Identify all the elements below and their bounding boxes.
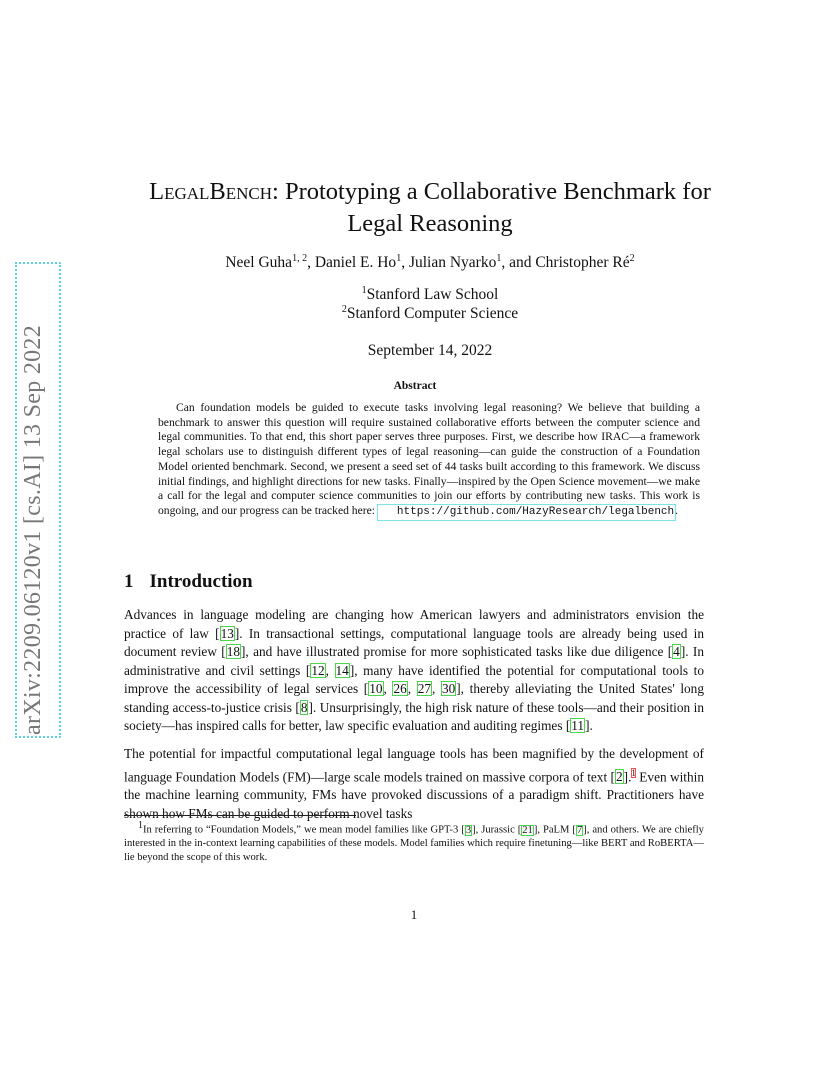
- section-title: Introduction: [149, 571, 253, 592]
- repo-link[interactable]: https://github.com/HazyResearch/legalbench: [378, 505, 675, 520]
- intro-paragraph-2: [124, 745, 704, 823]
- citation-link[interactable]: 10: [369, 681, 383, 696]
- footnote-divider: [124, 815, 356, 816]
- footnote-text: ], PaLM [: [533, 824, 576, 836]
- page-number: 1: [410, 907, 418, 922]
- author-name: , Julian Nyarko: [401, 254, 497, 272]
- paragraph-text: ,: [325, 662, 335, 678]
- citation-link[interactable]: 7: [576, 824, 583, 836]
- author-name: , Daniel E. Ho: [307, 254, 397, 272]
- paragraph-text: ], and have illustrated promise for more sophisticated tasks like due diligence [: [241, 644, 673, 659]
- citation-link[interactable]: 21: [522, 824, 533, 836]
- citation-link[interactable]: 3: [465, 824, 472, 836]
- citation-link[interactable]: 2: [615, 768, 623, 784]
- paragraph-text: ], many have identified the potential for computational tools to improve the accessibility of legal services [: [124, 662, 705, 696]
- author-affil-sup: 1, 2: [292, 253, 308, 264]
- citation-link[interactable]: 26: [393, 681, 407, 696]
- footnote: [124, 819, 704, 864]
- affiliation: [110, 304, 750, 323]
- author-list: [110, 253, 750, 272]
- paragraph-text: ,: [407, 681, 417, 696]
- citation-link[interactable]: 8: [300, 699, 308, 715]
- author-name: , and Christopher Ré: [501, 254, 630, 272]
- abstract-text: Can foundation models be guided to execute tasks involving legal reasoning? We believe that building a benchmark to answer this question will require sustained collaborative efforts between the computer science and legal communities. To that end, this short paper serves three purposes. First, we describe how IRAC—a framework legal scholars use to distinguish different types of legal reasoning—can guide the construction of a Foundation Model oriented benchmark. Second, we present a seed set of 44 tasks built according to this framework. We discuss initial findings, and highlight directions for new tasks. Finally—inspired by the Open Science movement—we make a call for the legal and computer science communities to join our efforts by contributing new tasks. This work is ongoing, and our progress can be tracked here:: [158, 401, 700, 517]
- paragraph-text: ,: [383, 681, 393, 696]
- paper-date: September 14, 2022: [367, 342, 493, 359]
- author-affil-sup: 1: [396, 253, 402, 264]
- author-name: Neel Guha: [225, 254, 293, 272]
- paragraph-text: Advances in language modeling are changing how American lawyers and administrators envision the practice of law [: [124, 607, 704, 641]
- title-benchmark-name: LegalBench: [149, 178, 273, 205]
- intro-paragraph-1: [124, 606, 704, 736]
- arxiv-stamp-text[interactable]: arXiv:2209.06120v1 [cs.AI] 13 Sep 2022: [20, 324, 46, 735]
- affiliation-name: Stanford Law School: [366, 286, 499, 304]
- paper-title: [110, 176, 750, 240]
- author-affil-sup: 2: [629, 253, 635, 264]
- abstract-heading: Abstract: [393, 380, 437, 392]
- paragraph-text: Even within the machine learning community, FMs have provoked discussions of a paradigm shift. Practitioners have shown how FMs can be guided to perform novel tasks: [124, 768, 704, 821]
- citation-link[interactable]: 4: [673, 644, 680, 659]
- citation-link[interactable]: 13: [220, 625, 234, 641]
- section-heading: [124, 571, 253, 593]
- affiliation-sup: 1: [361, 285, 367, 296]
- citation-link[interactable]: 11: [571, 718, 585, 733]
- footnote-mark: 1: [138, 820, 143, 831]
- affiliation-sup: 2: [341, 304, 347, 315]
- paragraph-text: ], thereby alleviating the United States' long standing access-to-justice crisis [: [124, 681, 704, 715]
- footnote-ref-link[interactable]: 1: [631, 767, 636, 778]
- author-affil-sup: 1: [496, 253, 502, 264]
- paragraph-text: ].: [585, 718, 593, 733]
- citation-link[interactable]: 30: [441, 681, 456, 696]
- citation-link[interactable]: 12: [311, 662, 325, 678]
- paragraph-text: ]. Unsurprisingly, the high risk nature of these tools—and their position in society—has inspired calls for better, law specific evaluation and auditing regimes [: [124, 699, 704, 733]
- affiliation: [110, 285, 750, 304]
- citation-link[interactable]: 27: [417, 681, 431, 696]
- paragraph-text: ]. In administrative and civil settings [: [124, 644, 704, 678]
- paragraph-text: ]. In transactional settings, computational language tools are already being used in document review [: [124, 625, 704, 659]
- citation-link[interactable]: 18: [226, 644, 240, 659]
- footnote-text: ], and others. We are chiefly interested in the in-context learning capabilities of these models. Model families which require finetuning—like BERT and RoBERTA—lie beyond the scope of this work.: [124, 824, 704, 863]
- abstract-body: [158, 401, 700, 520]
- abstract-end: .: [675, 503, 679, 517]
- footnote-text: ], Jurassic [: [472, 824, 522, 836]
- title-line2: Legal Reasoning: [347, 210, 513, 237]
- citation-link[interactable]: 14: [335, 662, 349, 678]
- affiliation-name: Stanford Computer Science: [346, 305, 519, 323]
- footnote-text: In referring to “Foundation Models,” we mean model families like GPT-3 [: [143, 824, 465, 836]
- title-line1-rest: : Prototyping a Collaborative Benchmark for: [272, 178, 711, 205]
- paragraph-text: The potential for impactful computational legal language tools has been magnified by the development of language Foundation Models (FM)—large scale models trained on massive corpora of text [: [124, 746, 704, 784]
- paragraph-text: ].: [623, 768, 632, 784]
- paragraph-text: ,: [432, 681, 441, 696]
- section-number: 1: [124, 571, 134, 592]
